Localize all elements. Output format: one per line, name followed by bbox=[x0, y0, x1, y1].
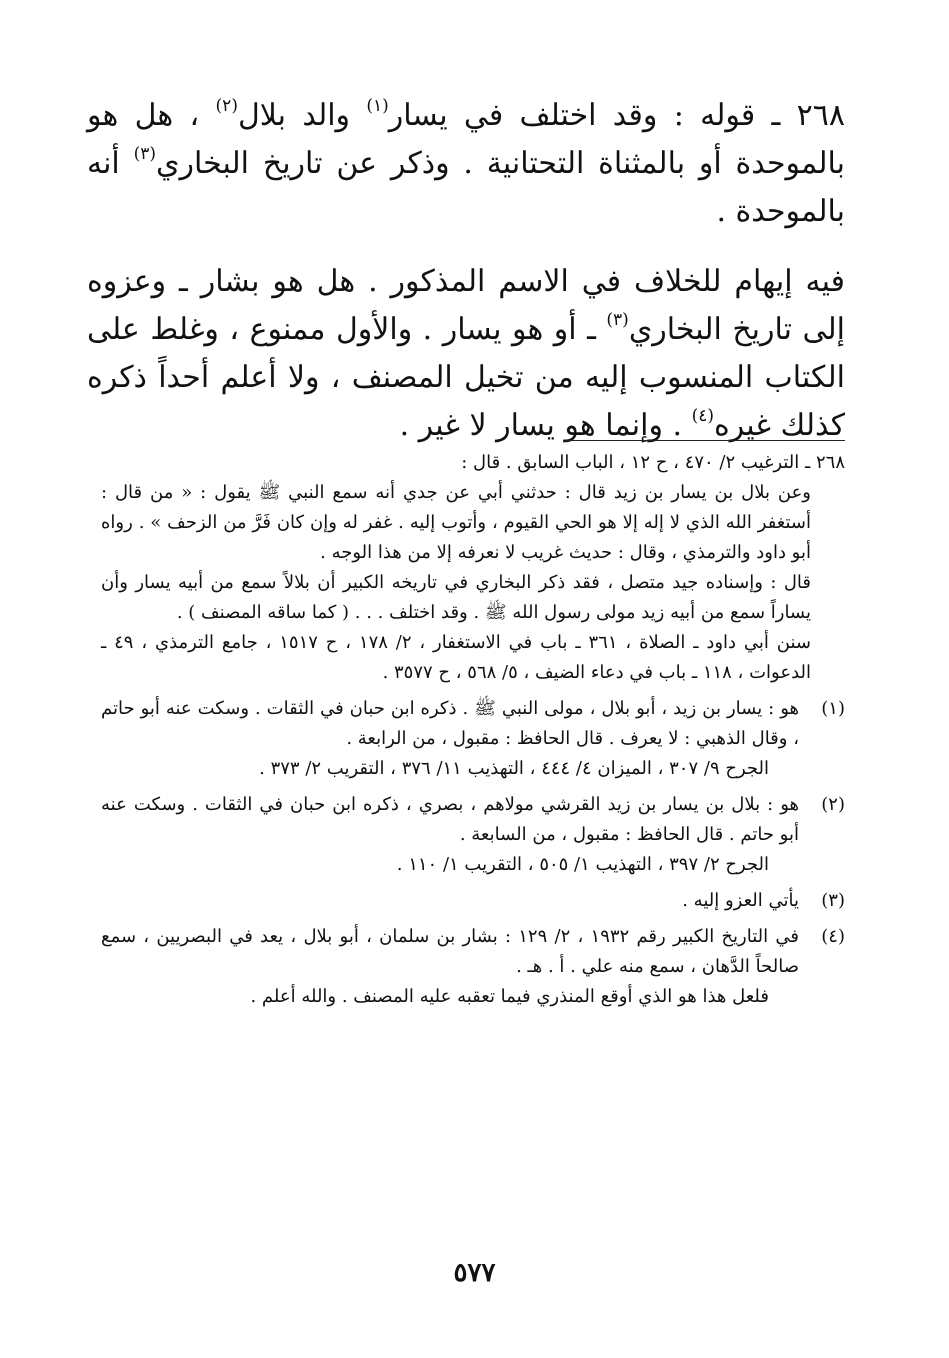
main-p1-text-3: ، هل هو بالموحدة أو بالمثناة التحتانية . وذكر عن تاريخ البخاري bbox=[87, 98, 845, 181]
footnote-268-quote-2: قال : وإسناده جيد متصل ، فقد ذكر البخاري في تاريخه الكبير أن بلالاً سمع من أبيه يسار وأن يساراً سمع من أبيه زيد مولى رسول الله ﷺ . وقد اختلف . . . ( كما ساقه المصنف ) . bbox=[101, 572, 811, 623]
footnote-1 bbox=[101, 694, 845, 784]
footnote-ref-3: (٣) bbox=[133, 144, 157, 164]
footnote-ref-4: (٤) bbox=[691, 406, 714, 426]
main-p1-text-1: ٢٦٨ ـ قوله : وقد اختلف في يسار bbox=[388, 98, 845, 133]
page-number: ٥٧٧ bbox=[453, 1258, 496, 1288]
footnote-268-header: ٢٦٨ ـ الترغيب ٢/ ٤٧٠ ، ح ١٢ ، الباب السابق . قال : bbox=[461, 452, 845, 473]
footnote-3-text: يأتي العزو إليه . bbox=[682, 890, 799, 911]
footnote-ref-1: (١) bbox=[366, 96, 389, 116]
main-p1-text-2: والد بلال bbox=[237, 98, 367, 133]
footnote-1-refs: الجرح ٩/ ٣٠٧ ، الميزان ٤/ ٤٤٤ ، التهذيب ١١/ ٣٧٦ ، التقريب ٢/ ٣٧٣ . bbox=[259, 758, 769, 779]
footnote-2-text: هو : بلال بن يسار بن زيد القرشي مولاهم ، بصري ، ذكره ابن حبان في الثقات . وسكت عنه أبو حاتم . قال الحافظ : مقبول ، من السابعة . bbox=[101, 794, 799, 845]
footnote-4 bbox=[101, 922, 845, 1012]
footnote-3 bbox=[101, 886, 845, 916]
footnote-ref-3b: (٣) bbox=[606, 310, 629, 330]
main-paragraph-2 bbox=[87, 258, 845, 450]
footnote-2 bbox=[101, 790, 845, 880]
footnote-268-quote-1: وعن بلال بن يسار بن زيد قال : حدثني أبي عن جدي أنه سمع النبي ﷺ يقول : « من قال : أستغفر الله الذي لا إله إلا هو الحي القيوم ، وأتوب إليه . غفر له وإن كان فَرَّ من الزحف » . رواه أبو داود والترمذي ، وقال : حديث غريب لا نعرفه إلا من هذا الوجه . bbox=[101, 482, 811, 563]
footnote-268-refs: سنن أبي داود ـ الصلاة ، ٣٦١ ـ باب في الاستغفار ، ٢/ ١٧٨ ، ح ١٥١٧ ، جامع الترمذي ، ٤٩ ـ الدعوات ، ١١٨ ـ باب في دعاء الضيف ، ٥/ ٥٦٨ ، ح ٣٥٧٧ . bbox=[101, 632, 811, 683]
footnote-2-number: (٢) bbox=[821, 794, 845, 815]
footnote-3-number: (٣) bbox=[821, 890, 845, 911]
main-paragraph-1 bbox=[87, 92, 845, 236]
footnote-4-text: في التاريخ الكبير رقم ١٩٣٢ ، ٢/ ١٢٩ : بشار بن سلمان ، أبو بلال ، يعد في البصريين ، سمع صالحاً الدَّهان ، سمع منه علي . أ . هـ . bbox=[101, 926, 799, 977]
footnote-1-text: هو : يسار بن زيد ، أبو بلال ، مولى النبي ﷺ . ذكره ابن حبان في الثقات . وسكت عنه أبو حاتم ، وقال الذهبي : لا يعرف . قال الحافظ : مقبول ، من الرابعة . bbox=[101, 698, 799, 749]
footnote-4-number: (٤) bbox=[821, 926, 845, 947]
footnote-2-refs: الجرح ٢/ ٣٩٧ ، التهذيب ١/ ٥٠٥ ، التقريب ١/ ١١٠ . bbox=[396, 854, 769, 875]
footnote-ref-2: (٢) bbox=[215, 96, 238, 116]
footnote-divider bbox=[565, 440, 845, 441]
main-text bbox=[87, 92, 845, 450]
footnote-1-number: (١) bbox=[821, 698, 845, 719]
footnotes bbox=[101, 448, 845, 1012]
main-p1-text-4: أنه بالموحدة . bbox=[87, 146, 845, 229]
main-p2-text-3: . وإنما هو يسار لا غير . bbox=[399, 408, 692, 443]
main-p2-text-1: فيه إيهام للخلاف في الاسم المذكور . هل هو بشار ـ وعزوه إلى تاريخ البخاري bbox=[87, 264, 845, 347]
footnote-4-comment: فلعل هذا هو الذي أوقع المنذري فيما تعقبه عليه المصنف . والله أعلم . bbox=[250, 986, 769, 1007]
main-p2-text-2: ـ أو هو يسار . والأول ممنوع ، وغلط على الكتاب المنسوب إليه من تخيل المصنف ، ولا أعلم أحداً ذكره كذلك غيره bbox=[87, 312, 845, 443]
